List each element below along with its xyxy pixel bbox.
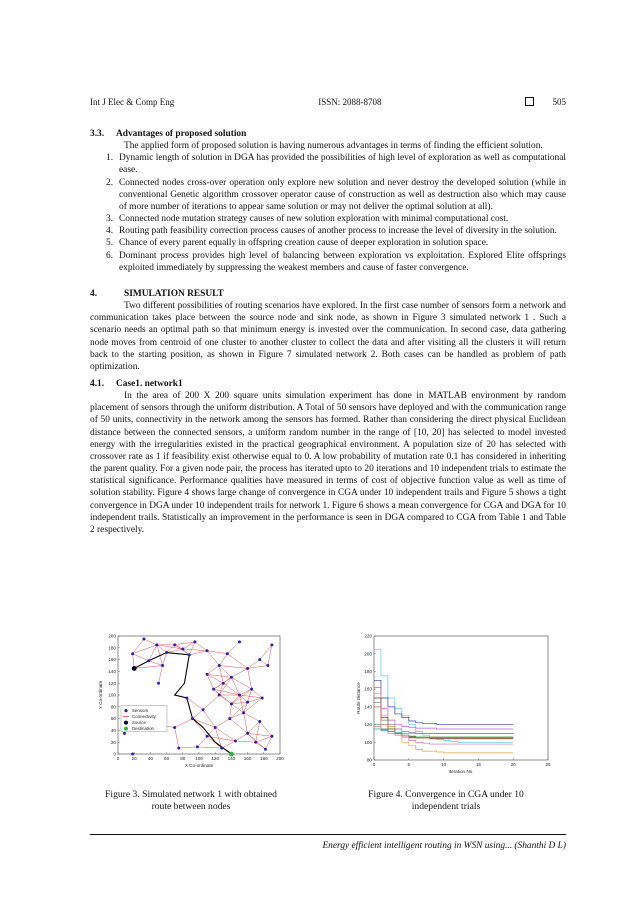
legend-destination-symbol (124, 727, 128, 731)
legend-label: Connectivity (132, 714, 156, 720)
sensor-node (191, 717, 194, 720)
section-4-1-paragraph: In the area of 200 X 200 square units simulation experiment has done in MATLAB environment by random placement of sensors through the uniform distribution. A Total of 50 sensors have deployed and with the communication range of 50 units, connectivity in the network among the sensors has formed. Rather than considering the direct physical Euclidean distance between the connected sensors, a uniform random number in the range of [10, 20] has selected to model invested energy with the irregularities existed in the practical geographical environment. A population size of 20 has selected with crossover rate as 1 if feasibility exist otherwise equal to 0. A low probability of mutation rate 0.1 has considered in inheriting the parent quality. For a given node pair, the process has iterated upto to 20 iterations and 10 independent trials to estimate the statistical significance. Performance qualities have measured in terms of cost of objective function value as well as time of solution stability. Figure 4 shows large change of convergence in CGA under 10 independent trails and Figure 5 shows a tight convergence in DGA under 10 independent trails for network 1. Figure 6 shows a mean convergence for CGA and DGA for 10 independent trails. Statistically an improvement in the performance is seen in DGA compared to CGA from Table 1 and Table 2 respectively. (90, 391, 566, 535)
sensor-node (157, 682, 160, 685)
sensor-node (258, 720, 261, 723)
y-tick-label: 140 (364, 704, 372, 710)
x-tick-label: 80 (180, 756, 186, 761)
sensor-node (185, 696, 188, 699)
x-tick-label: 120 (211, 756, 220, 761)
destination-node (229, 752, 234, 757)
sensor-node (264, 748, 267, 751)
sensor-node (123, 732, 126, 735)
advantage-item: 1. Dynamic length of solution in DGA has provided the possibilities of high level of exploration as well as computational ease. (106, 153, 566, 176)
sensor-node (147, 659, 150, 662)
sensor-node (250, 688, 253, 691)
y-tick-label: 100 (108, 692, 116, 698)
y-tick-label: 80 (110, 704, 116, 710)
y-tick-label: 40 (110, 728, 116, 733)
section-3-3-heading: 3.3. Advantages of proposed solution (90, 129, 247, 139)
y-tick-label: 0 (113, 751, 116, 757)
figure-3-caption: Figure 3. Simulated network 1 with obtained route between nodes (105, 789, 277, 812)
advantages-list (90, 152, 566, 274)
legend-sensor-symbol (124, 709, 127, 712)
y-tick-label: 200 (364, 651, 372, 657)
y-tick-label: 20 (110, 739, 116, 745)
sensor-node (161, 664, 164, 667)
sensor-node (193, 640, 196, 643)
sensor-node (220, 747, 223, 750)
sensor-node (173, 643, 176, 646)
y-tick-label: 200 (108, 633, 116, 639)
sensor-node (206, 735, 209, 738)
advantage-item: 3. Connected node mutation strategy causes of new solution exploration with minimal computational cost. (106, 214, 509, 225)
sensor-node (214, 726, 217, 729)
y-tick-label: 180 (364, 669, 372, 675)
source-node (132, 666, 137, 671)
journal-name: Int J Elec & Comp Eng (90, 97, 175, 107)
legend-label: Sensors (132, 708, 149, 714)
sensor-node (270, 735, 273, 738)
sensor-node (173, 726, 176, 729)
sensor-node (258, 658, 261, 661)
sensor-node (246, 732, 249, 735)
figure-4-convergence-chart (354, 632, 554, 780)
sensor-node (254, 741, 257, 744)
x-tick-label: 60 (164, 756, 170, 761)
sensor-node (165, 651, 168, 654)
sensor-node (246, 667, 249, 670)
footer-text: Energy efficient intelligent routing in WSN using... (Shanthi D L) (322, 841, 566, 851)
x-tick-label: 10 (441, 762, 447, 767)
page-number-group (525, 97, 566, 107)
sensor-node (196, 745, 199, 748)
section-3-3-intro: The applied form of proposed solution is having numerous advantages in terms of finding the efficient solution. (124, 141, 543, 152)
sensor-node (238, 640, 241, 643)
sensor-node (226, 652, 229, 655)
x-tick-label: 0 (372, 762, 376, 767)
sensor-node (230, 702, 233, 705)
page-number: 505 (552, 97, 566, 107)
sensor-node (230, 676, 233, 679)
advantage-item: 5. Chance of every parent equally in offspring creation cause of deeper exploration in solution space. (106, 238, 489, 249)
x-tick-label: 25 (545, 762, 551, 767)
advantage-item: 2. Connected nodes cross-over operation only explore new solution and never destroy the developed solution (while in conventional Genetic algorithm crossover operator cause of construction as well as destruction also which may cause of more number of iterations to appear same solution or may not deliver the optimal solution at all). (106, 177, 566, 212)
x-tick-label: 140 (227, 756, 236, 761)
x-axis-label: Iteration No. (448, 769, 474, 774)
x-tick-label: 0 (116, 756, 120, 761)
body-text (90, 128, 566, 536)
sensor-node (177, 747, 180, 750)
y-tick-label: 120 (108, 680, 116, 686)
x-tick-label: 200 (276, 756, 284, 761)
x-tick-label: 20 (131, 756, 137, 761)
plot-frame (374, 636, 548, 760)
y-tick-label: 160 (108, 657, 116, 663)
sensor-node (202, 708, 205, 711)
figure-3-network-plot (96, 632, 296, 780)
sensor-node (206, 673, 209, 676)
advantage-item: 4. Routing path feasibility correction process causes of another process to increase the level of diversity in the solution. (106, 226, 557, 237)
sensor-node (218, 694, 221, 697)
sensor-node (222, 682, 225, 685)
y-tick-label: 100 (364, 739, 372, 745)
legend-label: Source (132, 720, 146, 726)
y-tick-label: 220 (364, 633, 372, 639)
issn: ISSN: 2088-8708 (318, 97, 382, 107)
y-tick-label: 160 (364, 686, 372, 692)
x-tick-label: 100 (195, 756, 203, 761)
sensor-node (131, 753, 134, 756)
figure-4-caption: Figure 4. Convergence in CGA under 10 independent trials (368, 789, 524, 812)
sensor-node (228, 717, 231, 720)
sensor-node (234, 740, 237, 743)
y-tick-label: 180 (108, 645, 116, 651)
y-axis-label: Route Distance (356, 682, 361, 714)
section-4-heading: 4. SIMULATION RESULT (90, 288, 224, 299)
running-header (90, 97, 566, 107)
plot-frame (118, 636, 280, 754)
section-4-1-heading: 4.1. Case1. network1 (90, 378, 183, 389)
sensor-node (246, 701, 249, 704)
footer-rule (90, 834, 566, 835)
sensor-node (261, 696, 264, 699)
sensor-node (238, 694, 241, 697)
x-tick-label: 20 (510, 762, 516, 767)
x-axis-label: X Co-ordinate (184, 763, 214, 768)
sensor-node (188, 653, 191, 656)
square-icon (525, 97, 534, 106)
sensor-node (212, 688, 215, 691)
y-tick-label: 140 (108, 669, 116, 674)
y-tick-label: 120 (364, 722, 372, 728)
x-tick-label: 40 (147, 756, 153, 761)
y-tick-label: 60 (110, 716, 116, 722)
sensor-node (131, 652, 134, 655)
sensor-node (266, 664, 269, 667)
sensor-node (206, 649, 209, 652)
y-tick-label: 80 (366, 757, 372, 763)
advantage-item: 6. Dominant process provides high level of balancing between exploration vs exploitation. Explored Elite offsprings exploited immediately by suppressing the weakest members and cause of faster convergence. (106, 250, 566, 273)
sensor-node (270, 643, 273, 646)
x-tick-label: 160 (243, 756, 252, 761)
section-4-paragraph: Two different possibilities of routing scenarios have explored. In the first case number of sensors form a network and communication takes place between the source node and sink node, as shown in Figure 3 simulated network 1 . Such a scenario needs an optimal path so that minimum energy is invested over the communication. In second case, data gathering node moves from centroid of one cluster to another cluster to collect the data and after visiting all the clusters it will return back to the starting position, as shown in Figure 7 simulated network 2. Both cases can be handled as problem of path optimization. (90, 301, 566, 372)
sensor-node (155, 643, 158, 646)
sensor-node (218, 664, 221, 667)
sensor-node (181, 647, 184, 650)
x-tick-label: 15 (475, 762, 481, 767)
sensor-node (142, 637, 145, 640)
legend-source-symbol (124, 721, 128, 725)
x-tick-label: 180 (259, 756, 268, 761)
legend-label: Destination (132, 726, 154, 732)
x-tick-label: 5 (407, 762, 411, 767)
sensor-node (242, 711, 245, 714)
y-axis-label: Y Co-ordinate (98, 680, 103, 710)
